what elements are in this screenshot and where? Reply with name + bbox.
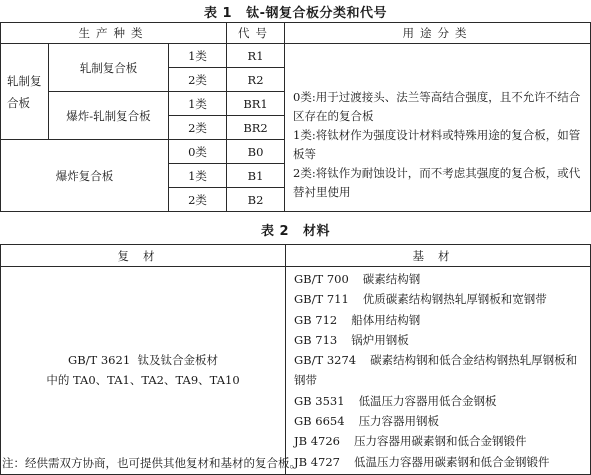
table1-header-row <box>1 23 591 44</box>
header-clad: 复材 <box>1 245 286 267</box>
header-base: 基材 <box>286 245 591 267</box>
code-cell: B0 <box>227 140 285 164</box>
standard-name: 低温压力容器用碳素钢和低合金钢锻件 <box>353 454 550 469</box>
code-cell: BR1 <box>227 92 285 116</box>
code-cell: B2 <box>227 188 285 212</box>
standard-code: GB 6654 <box>294 414 345 429</box>
class-cell: 1类 <box>169 44 227 68</box>
list-item <box>294 452 582 472</box>
header-code: 代号 <box>227 23 285 44</box>
header-production-type: 生产种类 <box>1 23 227 44</box>
usage-line-class2: 2类:将钛作为耐蚀设计，而不考虑其强度的复合板，或代替衬里使用 <box>293 166 581 199</box>
code-cell: BR2 <box>227 116 285 140</box>
list-item <box>294 269 582 289</box>
usage-line-class0: 0类:用于过渡接头、法兰等高结合强度，且不允许不结合区存在的复合板 <box>293 90 581 123</box>
usage-line-class1: 1类:将钛材作为强度设计材料或特殊用途的复合板，如管板等 <box>293 128 581 161</box>
class-cell: 1类 <box>169 164 227 188</box>
clad-line-2: 中的 TA0、TA1、TA2、TA9、TA10 <box>46 373 240 388</box>
standard-name: 压力容器用碳素钢和低合金钢锻件 <box>353 434 527 449</box>
standard-name: 锅炉用钢板 <box>351 332 409 347</box>
rolled-group-label <box>1 44 49 140</box>
list-item <box>294 431 582 451</box>
standard-name: 船体用结构钢 <box>351 312 421 327</box>
list-item <box>294 330 582 350</box>
standard-name: 优质碳素结构钢热轧厚钢板和宽钢带 <box>362 292 547 307</box>
standard-code: GB 3531 <box>294 393 345 408</box>
table-row <box>1 44 591 68</box>
header-usage: 用途分类 <box>285 23 591 44</box>
code-cell: R2 <box>227 68 285 92</box>
standard-name: 碳素结构钢 <box>362 272 421 286</box>
clad-line-1: GB/T 3621 钛及钛合金板材 <box>68 353 218 368</box>
type-name-cell: 轧制复合板 <box>49 44 169 92</box>
clad-material-cell <box>1 267 286 475</box>
usage-description-cell <box>285 44 591 212</box>
list-item <box>294 411 582 431</box>
table-note: 注：经供需双方协商，也可提供其他复材和基材的复合板。 <box>2 456 301 470</box>
standard-code: GB/T 711 <box>294 292 349 307</box>
standard-name: 碳素结构钢和低合金结构钢热轧厚钢板和钢带 <box>294 353 578 388</box>
class-cell: 2类 <box>169 68 227 92</box>
code-cell: B1 <box>227 164 285 188</box>
standard-code: GB 712 <box>294 312 338 327</box>
standard-code: GB 713 <box>294 332 338 347</box>
standard-name: 低温压力容器用低合金钢板 <box>358 393 497 408</box>
table1-caption-title: 钛-钢复合板分类和代号 <box>246 6 387 21</box>
standard-code: JB 4727 <box>294 454 340 469</box>
table2-caption-number: 表 2 <box>260 224 290 239</box>
materials-table <box>0 244 591 475</box>
table1-caption-number: 表 1 <box>204 6 233 21</box>
table2-caption-title: 材料 <box>303 224 331 239</box>
list-item <box>294 391 582 411</box>
classification-table <box>0 22 591 212</box>
standard-name: 压力容器用钢板 <box>358 414 440 429</box>
class-cell: 2类 <box>169 188 227 212</box>
base-material-cell <box>286 267 591 475</box>
table-row <box>1 267 591 475</box>
table2-caption <box>0 220 591 239</box>
standard-code: JB 4726 <box>294 434 340 449</box>
standard-code: GB/T 3274 <box>294 353 357 368</box>
rolled-group-text: 轧制复合板 <box>7 73 42 110</box>
standard-code: GB/T 700 <box>294 272 349 286</box>
list-item <box>294 289 582 309</box>
class-cell: 0类 <box>169 140 227 164</box>
code-cell: R1 <box>227 44 285 68</box>
class-cell: 1类 <box>169 92 227 116</box>
list-item <box>294 310 582 330</box>
type-name-cell: 爆炸-轧制复合板 <box>49 92 169 140</box>
class-cell: 2类 <box>169 116 227 140</box>
type-name-cell: 爆炸复合板 <box>1 140 169 212</box>
table2-header-row <box>1 245 591 267</box>
table1-caption <box>0 2 591 21</box>
list-item <box>294 350 582 391</box>
